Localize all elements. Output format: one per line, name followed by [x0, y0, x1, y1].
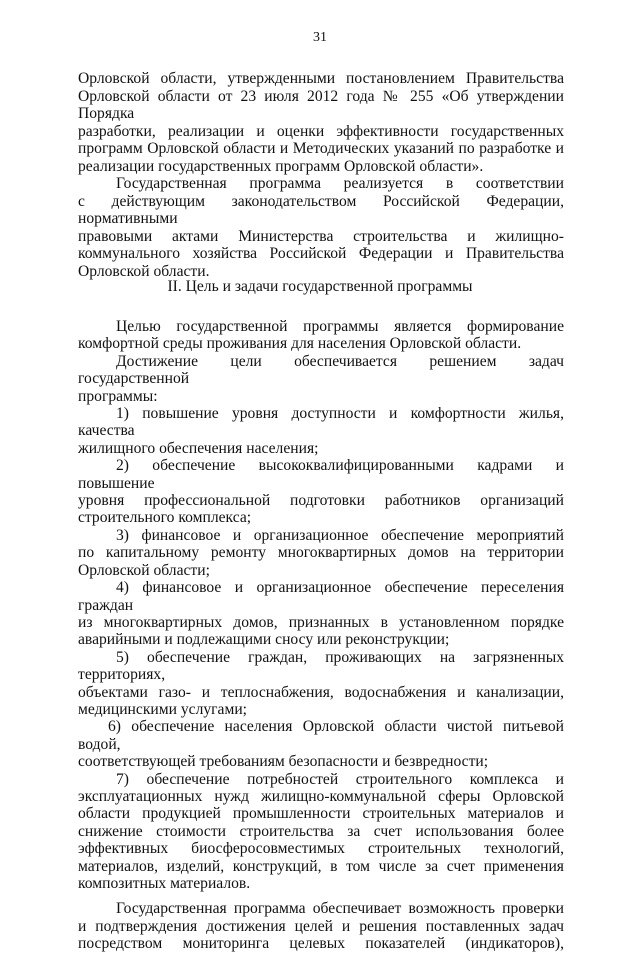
- text-line: Орловской области от 23 июля 2012 года № 255 «Об утверждении Порядка: [78, 87, 564, 122]
- text-line: снижение стоимости строительства за счет использования более: [78, 822, 564, 840]
- text-line: с действующим законодательством Российской Федерации, нормативными: [78, 192, 564, 227]
- legislation-paragraph: [78, 175, 564, 280]
- task-2: [78, 457, 564, 527]
- text-line: эксплуатационных нужд жилищно-коммунальной сферы Орловской: [78, 787, 564, 805]
- page-number: 31: [313, 30, 327, 45]
- text-line: Целью государственной программы является формирование: [116, 318, 564, 335]
- text-line: реализации государственных программ Орловской области».: [78, 157, 484, 175]
- text-line: по капитальному ремонту многоквартирных домов на территории: [78, 544, 564, 562]
- text-line: Государственная программа реализуется в соответствии: [116, 175, 564, 192]
- text-line: Орловской области;: [78, 561, 210, 579]
- text-line: программ Орловской области и Методических указаний по разработке и: [78, 140, 564, 157]
- intro-paragraph: [78, 70, 564, 175]
- text-line: 3) финансовое и организационное обеспечение мероприятий: [116, 526, 564, 544]
- text-line: уровня профессиональной подготовки работников организаций: [78, 492, 564, 510]
- text-line: медицинскими услугами;: [78, 700, 248, 718]
- paragraph-gap: [78, 892, 564, 900]
- text-line: разработки, реализации и оценки эффективности государственных: [78, 122, 564, 140]
- task-4: [78, 579, 564, 649]
- text-line: Орловской области.: [78, 262, 210, 280]
- text-line: жилищного обеспечения населения;: [78, 439, 319, 457]
- intro-text: [78, 70, 564, 280]
- task-7: [78, 771, 564, 893]
- section-heading: II. Цель и задачи государственной программы: [167, 278, 473, 295]
- text-line: строительного комплекса;: [78, 509, 252, 527]
- task-5: [78, 649, 564, 719]
- goal-paragraph: [78, 318, 564, 353]
- text-line: посредством мониторинга целевых показателей (индикаторов),: [78, 935, 564, 953]
- text-line: 2) обеспечение высококвалифицированными кадрами и повышение: [78, 457, 564, 492]
- text-line: 7) обеспечение потребностей строительного комплекса и: [116, 770, 564, 788]
- text-line: 6) обеспечение населения Орловской области чистой питьевой водой,: [78, 718, 564, 753]
- text-line: Орловской области, утвержденными постановлением Правительства: [78, 70, 564, 87]
- text-line: комфортной среды проживания для населения Орловской области.: [78, 335, 522, 353]
- text-line: композитных материалов.: [78, 875, 251, 892]
- text-line: программы:: [78, 387, 158, 405]
- text-line: и подтверждения достижения целей и решения поставленных задач: [78, 917, 564, 935]
- task-6: [78, 718, 564, 770]
- text-line: правовыми актами Министерства строительства и жилищно-: [78, 227, 564, 245]
- text-line: области продукцией промышленности строительных материалов и: [78, 805, 564, 823]
- text-line: Достижение цели обеспечивается решением задач государственной: [78, 352, 564, 388]
- text-line: 4) финансовое и организационное обеспечение переселения граждан: [78, 579, 564, 614]
- text-line: объектами газо- и теплоснабжения, водоснабжения и канализации,: [78, 683, 564, 701]
- text-line: материалов, изделий, конструкций, в том числе за счет применения: [78, 857, 564, 875]
- text-line: из многоквартирных домов, признанных в установленном порядке: [78, 613, 564, 631]
- text-line: эффективных биосферосовместимых строительных технологий,: [78, 840, 564, 858]
- section-body: [78, 318, 564, 953]
- text-line: соответствующей требованиям безопасности и безвредности;: [78, 753, 489, 771]
- text-line: 1) повышение уровня доступности и комфортности жилья, качества: [78, 405, 564, 440]
- closing-paragraph: [78, 900, 564, 952]
- task-1: [78, 405, 564, 457]
- text-line: Государственная программа обеспечивает возможность проверки: [116, 900, 564, 918]
- text-line: аварийными и подлежащими сносу или реконструкции;: [78, 631, 450, 649]
- achievement-paragraph: [78, 353, 564, 405]
- task-3: [78, 527, 564, 579]
- text-line: коммунального хозяйства Российской Федерации и Правительства: [78, 245, 564, 262]
- text-line: 5) обеспечение граждан, проживающих на загрязненных территориях,: [78, 648, 564, 684]
